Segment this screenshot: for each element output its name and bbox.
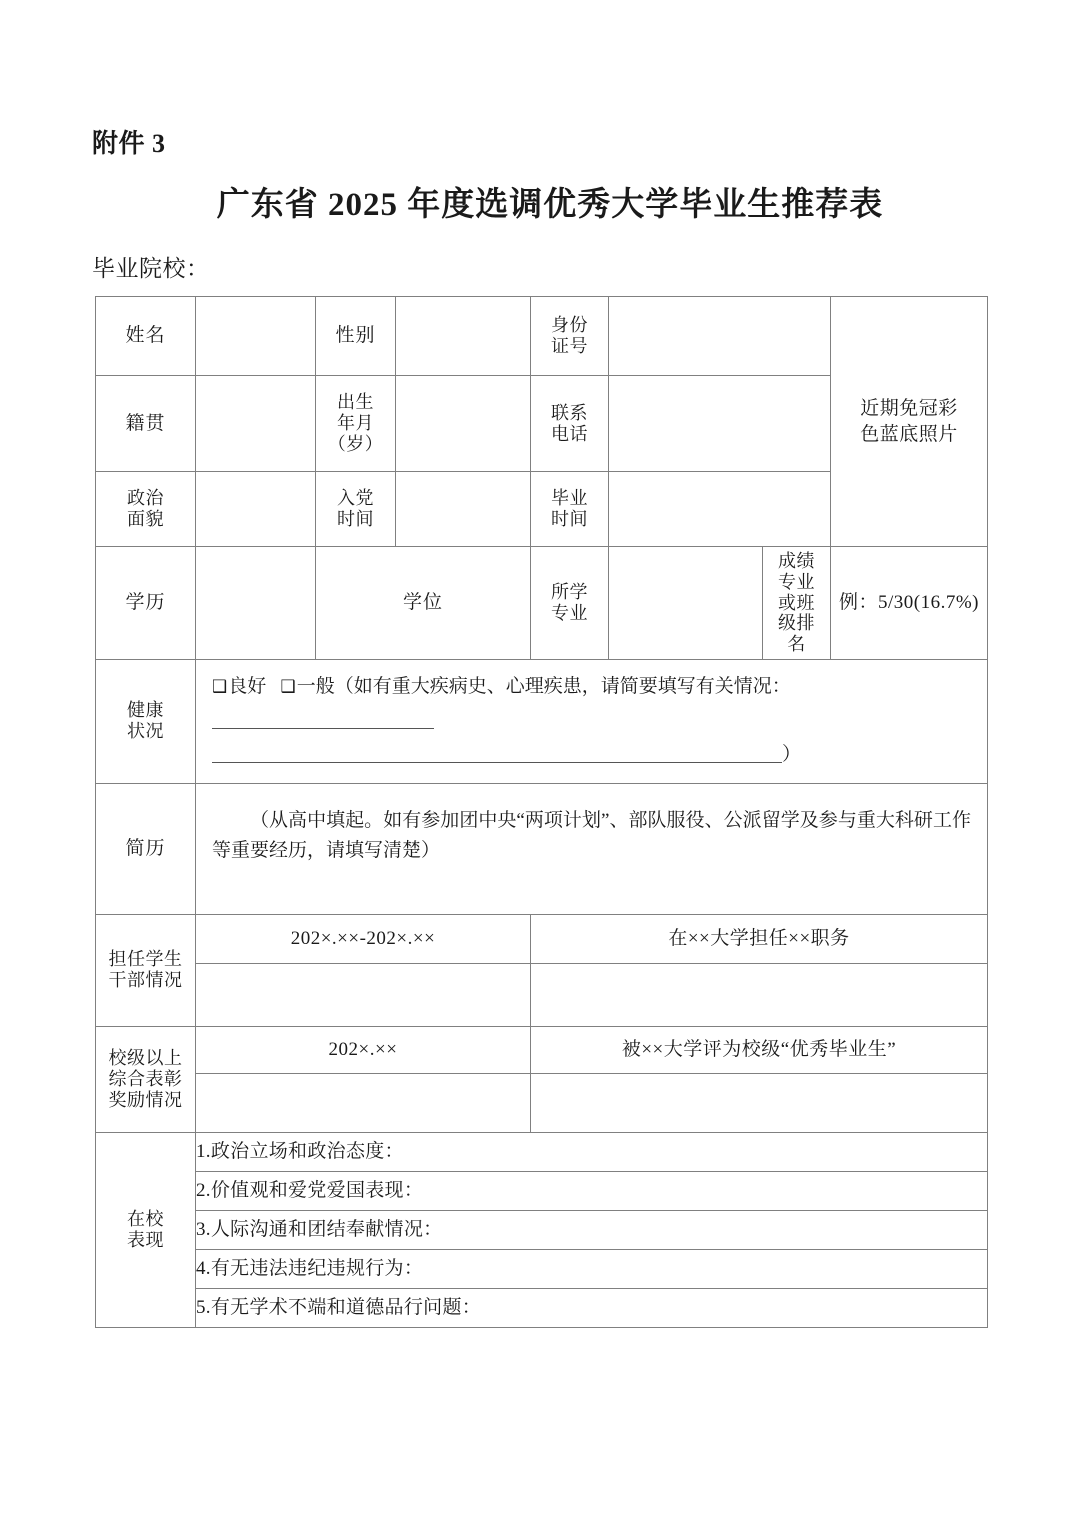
graduation-school-field-label: 毕业院校： [92, 256, 210, 281]
table-row-name [96, 297, 988, 376]
label-health-status [96, 660, 196, 784]
label-major-line2: 专业 [551, 603, 588, 623]
label-class-rank [763, 547, 831, 660]
label-rank-line3: 或班 [778, 592, 815, 613]
label-performance-line1: 在校 [127, 1208, 164, 1229]
label-health-line2: 状况 [127, 721, 164, 742]
health-note-input-line-2[interactable] [212, 762, 782, 763]
table-row-cadre-1 [96, 914, 988, 963]
label-native-place: 籍贯 [96, 376, 196, 472]
form-table [95, 296, 988, 1328]
table-row-performance-1 [96, 1132, 988, 1171]
label-award-line3: 奖励情况 [108, 1089, 183, 1110]
label-graduation-line1: 毕业 [551, 488, 588, 509]
label-birth-line1: 出生 [337, 392, 374, 413]
cadre-position-1[interactable]: 在××大学担任××职务 [531, 914, 988, 963]
photo-text-line1: 近期免冠彩 [860, 398, 958, 420]
health-option-average-label: 一般 [296, 676, 335, 697]
label-birth-date [316, 376, 396, 472]
performance-item-5[interactable]: 5.有无学术不端和道德品行问题： [196, 1288, 988, 1327]
performance-item-4[interactable]: 4.有无违法违纪违规行为： [196, 1249, 988, 1288]
award-content-1[interactable]: 被××大学评为校级“优秀毕业生” [531, 1026, 988, 1073]
cadre-period-2[interactable] [196, 963, 531, 1026]
input-party-join-date[interactable] [396, 472, 531, 547]
table-row-performance-2 [96, 1171, 988, 1210]
input-name[interactable] [196, 297, 316, 376]
label-rank-line2: 专业 [778, 571, 815, 592]
checkbox-health-average[interactable]: ❑ [280, 677, 296, 697]
recommendation-form [95, 296, 987, 1328]
label-phone [531, 376, 609, 472]
label-name: 姓名 [96, 297, 196, 376]
table-row-performance-5 [96, 1288, 988, 1327]
label-political-line1: 政治 [127, 488, 164, 509]
award-period-1[interactable]: 202×.×× [196, 1026, 531, 1073]
photo-placeholder[interactable] [831, 297, 988, 547]
label-graduation-line2: 时间 [551, 509, 588, 529]
input-major[interactable] [609, 547, 763, 660]
label-id-number [531, 297, 609, 376]
table-row-performance-4 [96, 1249, 988, 1288]
table-row-award-2 [96, 1073, 988, 1132]
label-school-performance [96, 1132, 196, 1327]
photo-text-line2: 色蓝底照片 [860, 423, 958, 445]
label-party-join-line2: 时间 [337, 509, 374, 529]
health-note-input-line-1[interactable] [212, 728, 434, 729]
table-row-performance-3 [96, 1210, 988, 1249]
label-phone-line2: 电话 [551, 423, 588, 444]
label-resume: 简历 [96, 783, 196, 914]
label-party-join-line1: 入党 [337, 488, 374, 509]
input-education[interactable] [196, 547, 316, 660]
label-health-line1: 健康 [127, 700, 164, 721]
checkbox-health-good[interactable]: ❑ [212, 677, 228, 697]
label-party-join-date [316, 472, 396, 547]
label-cadre-line1: 担任学生 [108, 949, 183, 970]
label-rank-line5: 名 [787, 634, 806, 655]
health-option-good-label: 良好 [228, 676, 267, 697]
health-note-suffix: ） [782, 744, 802, 766]
input-native-place[interactable] [196, 376, 316, 472]
performance-item-3[interactable]: 3.人际沟通和团结奉献情况： [196, 1210, 988, 1249]
page-title: 广东省 2025 年度选调优秀大学毕业生推荐表 [216, 187, 884, 223]
label-birth-line3: （岁） [327, 433, 384, 454]
label-cadre-line2: 干部情况 [108, 970, 183, 991]
resume-cell[interactable] [196, 783, 988, 914]
label-award-line1: 校级以上 [108, 1047, 183, 1068]
award-period-2[interactable] [196, 1073, 531, 1132]
health-status-cell [196, 660, 988, 784]
label-id-number-line1: 身份 [551, 315, 588, 336]
label-school-award [96, 1026, 196, 1132]
label-political-line2: 面貌 [127, 509, 164, 529]
label-political-status [96, 472, 196, 547]
label-performance-line2: 表现 [127, 1229, 164, 1250]
label-graduation-date [531, 472, 609, 547]
label-phone-line1: 联系 [551, 402, 588, 423]
input-graduation-date[interactable] [609, 472, 831, 547]
label-birth-line2: 年月 [337, 413, 374, 434]
label-degree: 学位 [316, 547, 531, 660]
attachment-label: 附件 3 [92, 129, 166, 158]
label-rank-line4: 级排 [778, 613, 815, 634]
performance-item-2[interactable]: 2.价值观和爱党爱国表现： [196, 1171, 988, 1210]
table-row-education [96, 547, 988, 660]
label-gender: 性别 [316, 297, 396, 376]
label-major-line1: 所学 [551, 582, 588, 603]
label-id-number-line2: 证号 [551, 336, 588, 356]
award-content-2[interactable] [531, 1073, 988, 1132]
resume-instruction: （从高中填起。如有参加团中央“两项计划”、部队服役、公派留学及参与重大科研工作等重要经历，请填写清楚） [212, 809, 971, 861]
performance-item-1[interactable]: 1.政治立场和政治态度： [196, 1132, 988, 1171]
input-id-number[interactable] [609, 297, 831, 376]
label-student-cadre [96, 914, 196, 1026]
label-award-line2: 综合表彰 [108, 1068, 183, 1089]
table-row-award-1 [96, 1026, 988, 1073]
table-row-cadre-2 [96, 963, 988, 1026]
input-gender[interactable] [396, 297, 531, 376]
label-major [531, 547, 609, 660]
label-rank-line1: 成绩 [778, 550, 815, 571]
cadre-period-1[interactable]: 202×.××-202×.×× [196, 914, 531, 963]
table-row-resume [96, 783, 988, 914]
label-education: 学历 [96, 547, 196, 660]
class-rank-example: 例：5/30(16.7%) [831, 547, 988, 660]
health-note-prefix: （如有重大疾病史、心理疾患，请简要填写有关情况： [334, 676, 791, 697]
input-political-status[interactable] [196, 472, 316, 547]
input-phone[interactable] [609, 376, 831, 472]
cadre-position-2[interactable] [531, 963, 988, 1026]
table-row-health [96, 660, 988, 784]
input-birth-date[interactable] [396, 376, 531, 472]
